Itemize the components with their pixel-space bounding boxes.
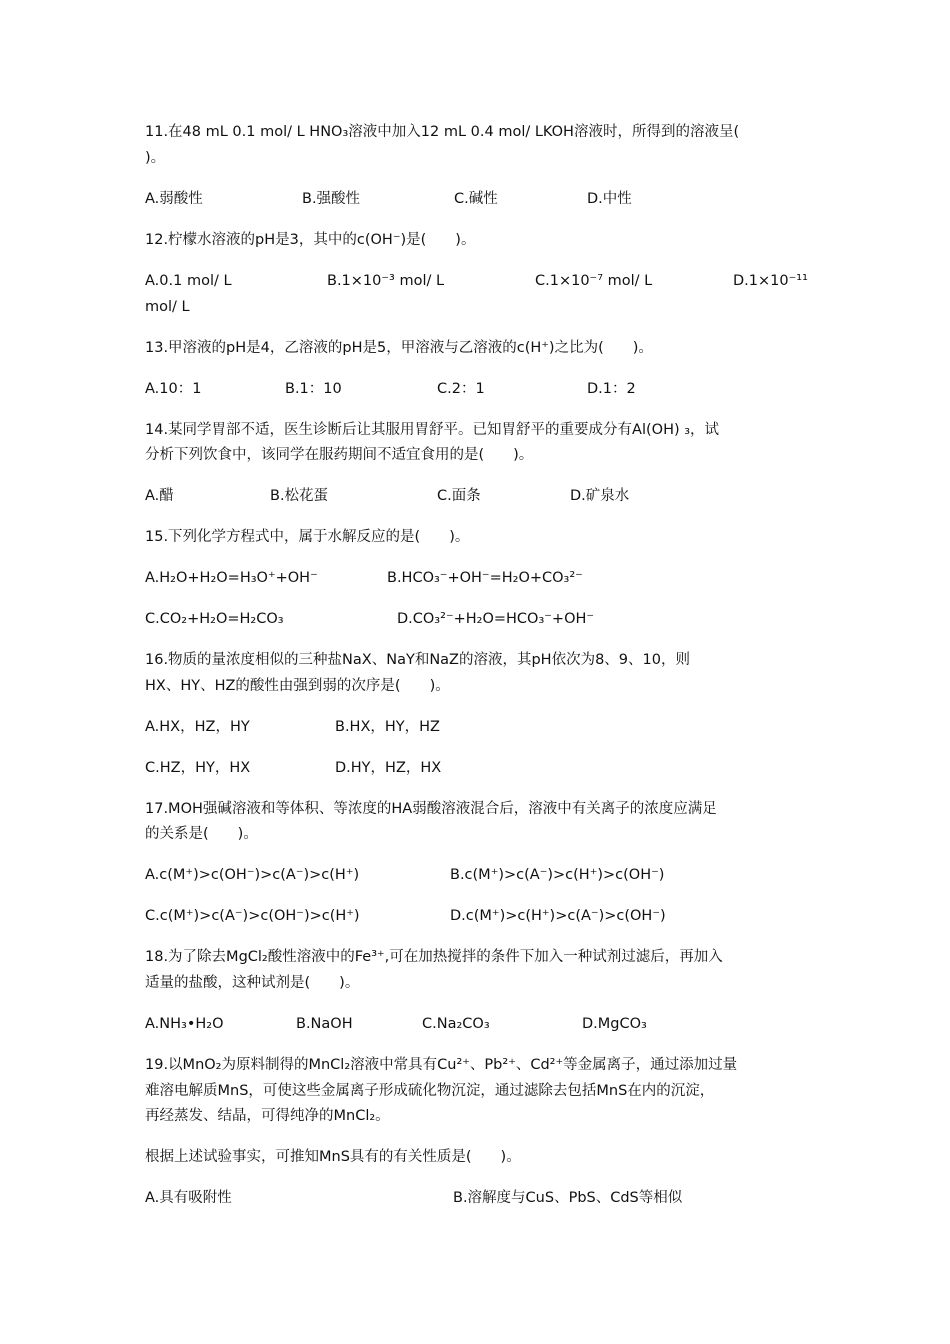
q15-stem: 15.下列化学方程式中，属于水解反应的是( )。 [145,529,470,545]
q12-option-d: D.1×10⁻¹¹ [733,273,808,289]
q11-option-a: A.弱酸性 [145,191,203,207]
q12-option-a: A.0.1 mol/ L [145,273,232,289]
q14-option-b: B.松花蛋 [270,488,329,504]
q11-option-b: B.强酸性 [302,191,361,207]
q17-option-a: A.c(M⁺)>c(OH⁻)>c(A⁻)>c(H⁺) [145,867,360,883]
q14-option-d: D.矿泉水 [570,488,630,504]
q14-stem-line1: 14.某同学胃部不适，医生诊断后让其服用胃舒平。已知胃舒平的重要成分有Al(OH) ₃，试 [145,422,720,438]
q16-stem-line1: 16.物质的量浓度相似的三种盐NaX、NaY和NaZ的溶液，其pH依次为8、9、10，则 [145,652,690,668]
q12-option-c: C.1×10⁻⁷ mol/ L [535,273,653,289]
q11-option-d: D.中性 [587,191,632,207]
q17-stem-line2: 的关系是( )。 [145,826,258,842]
q18-stem-line1: 18.为了除去MgCl₂酸性溶液中的Fe³⁺,可在加热搅拌的条件下加入一种试剂过滤后，再加入 [145,949,723,965]
q19-stem-line3: 再经蒸发、结晶，可得纯净的MnCl₂。 [145,1108,390,1124]
q16-option-d: D.HY，HZ，HX [335,760,442,776]
q12-option-d-cont: mol/ L [145,299,190,315]
q19-stem-line1: 19.以MnO₂为原料制得的MnCl₂溶液中常具有Cu²⁺、Pb²⁺、Cd²⁺等金属离子，通过添加过量 [145,1057,738,1073]
q16-option-c: C.HZ，HY，HX [145,760,251,776]
q13-stem: 13.甲溶液的pH是4，乙溶液的pH是5，甲溶液与乙溶液的c(H⁺)之比为( )。 [145,340,653,356]
q14-stem-line2: 分析下列饮食中，该同学在服药期间不适宜食用的是( )。 [145,447,534,463]
q19-option-b: B.溶解度与CuS、PbS、CdS等相似 [453,1190,683,1206]
q16-option-b: B.HX，HY，HZ [335,719,440,735]
q13-option-c: C.2：1 [437,381,485,397]
q16-stem-line2: HX、HY、HZ的酸性由强到弱的次序是( )。 [145,678,450,694]
q16-option-a: A.HX，HZ，HY [145,719,250,735]
q15-option-c: C.CO₂+H₂O=H₂CO₃ [145,611,284,627]
q15-option-a: A.H₂O+H₂O=H₃O⁺+OH⁻ [145,570,318,586]
q17-option-d: D.c(M⁺)>c(H⁺)>c(A⁻)>c(OH⁻) [450,908,666,924]
q11-option-c: C.碱性 [454,191,498,207]
q17-option-b: B.c(M⁺)>c(A⁻)>c(H⁺)>c(OH⁻) [450,867,665,883]
q19-option-a: A.具有吸附性 [145,1190,232,1206]
q11-stem-line1: 11.在48 mL 0.1 mol/ L HNO₃溶液中加入12 mL 0.4 mol/ LKOH溶液时，所得到的溶液呈( [145,124,740,140]
q18-option-c: C.Na₂CO₃ [422,1016,490,1032]
q17-stem-line1: 17.MOH强碱溶液和等体积、等浓度的HA弱酸溶液混合后，溶液中有关离子的浓度应满足 [145,801,717,817]
q11-stem-line2: )。 [145,150,166,166]
q14-option-c: C.面条 [437,488,481,504]
q13-option-d: D.1：2 [587,381,636,397]
q15-option-b: B.HCO₃⁻+OH⁻=H₂O+CO₃²⁻ [387,570,583,586]
q13-option-b: B.1：10 [285,381,342,397]
q12-option-b: B.1×10⁻³ mol/ L [327,273,445,289]
q19-stem-line2: 难溶电解质MnS，可使这些金属离子形成硫化物沉淀，通过滤除去包括MnS在内的沉淀， [145,1083,715,1099]
q14-option-a: A.醋 [145,488,174,504]
q12-stem: 12.柠檬水溶液的pH是3，其中的c(OH⁻)是( )。 [145,232,476,248]
q18-option-a: A.NH₃•H₂O [145,1016,224,1032]
q18-option-d: D.MgCO₃ [582,1016,647,1032]
q15-option-d: D.CO₃²⁻+H₂O=HCO₃⁻+OH⁻ [397,611,595,627]
q18-option-b: B.NaOH [296,1016,353,1032]
q13-option-a: A.10：1 [145,381,202,397]
q18-stem-line2: 适量的盐酸，这种试剂是( )。 [145,975,360,991]
q17-option-c: C.c(M⁺)>c(A⁻)>c(OH⁻)>c(H⁺) [145,908,360,924]
q19-stem-line4: 根据上述试验事实，可推知MnS具有的有关性质是( )。 [145,1149,521,1165]
